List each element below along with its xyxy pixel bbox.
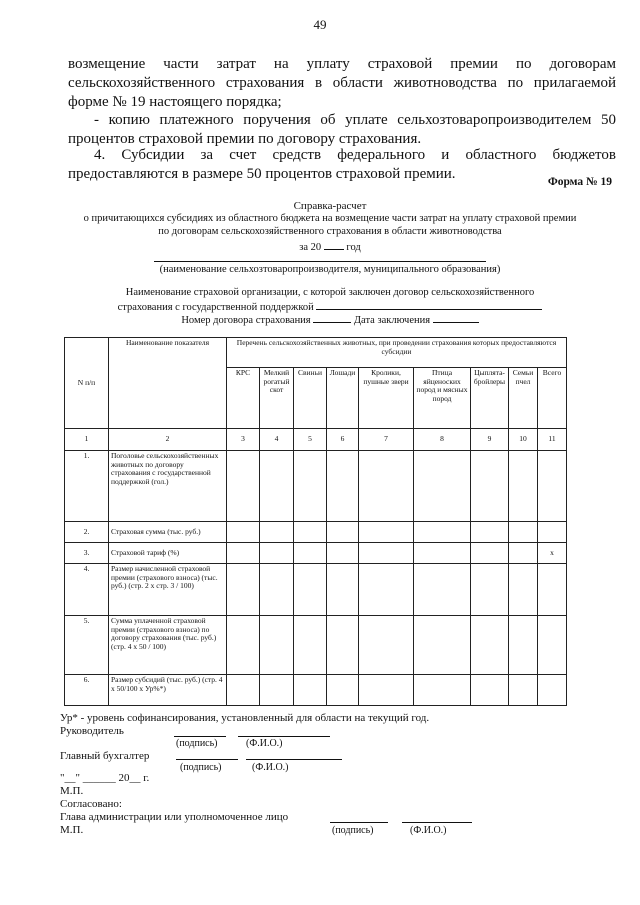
head-name-line[interactable]	[238, 736, 330, 737]
data-cell[interactable]	[227, 564, 260, 616]
col-number: 1	[65, 429, 109, 451]
data-cell[interactable]	[509, 564, 538, 616]
data-cell[interactable]	[294, 616, 327, 675]
header-animal: Птица яйценоских пород и мясных пород	[414, 368, 471, 429]
year-blank[interactable]	[324, 239, 344, 250]
paragraph-subsidies	[68, 146, 616, 184]
col-number: 4	[260, 429, 294, 451]
text-line: возмещение части затрат на уплату страховой премии по договорам	[68, 56, 616, 72]
col-number: 6	[327, 429, 359, 451]
row-number: 3.	[65, 543, 109, 564]
text-line: процентов страховой премии по договору страхования.	[68, 131, 422, 147]
seal-label-2: М.П.	[60, 824, 84, 836]
insurer-name-field[interactable]	[316, 299, 542, 310]
accountant-signature-line[interactable]	[176, 759, 238, 760]
header-animal: Семьи пчел	[509, 368, 538, 429]
row-number: 1.	[65, 451, 109, 522]
date-line[interactable]: "__" ______ 20__ г.	[60, 772, 150, 784]
data-cell[interactable]	[414, 451, 471, 522]
data-cell[interactable]	[471, 522, 509, 543]
data-cell[interactable]	[471, 543, 509, 564]
data-cell[interactable]	[414, 675, 471, 706]
row-indicator: Страховой тариф (%)	[109, 543, 227, 564]
data-cell[interactable]	[327, 451, 359, 522]
total-cell[interactable]	[538, 451, 567, 522]
data-cell[interactable]	[414, 522, 471, 543]
producer-caption: (наименование сельхозтоваропроизводителя, муниципального образования)	[159, 264, 501, 275]
data-cell[interactable]	[260, 564, 294, 616]
accountant-signature-caption: (подпись)	[180, 762, 222, 773]
data-cell[interactable]	[260, 522, 294, 543]
insurer-line-1: Наименование страховой организации, с которой заключен договор сельскохозяйственного	[125, 287, 535, 298]
data-cell[interactable]	[359, 543, 414, 564]
head-signature-caption: (подпись)	[176, 738, 218, 749]
col-number: 10	[509, 429, 538, 451]
header-animal-group: Перечень сельскохозяйственных животных, при проведении страхования которых предоставляются субсидии	[227, 338, 567, 368]
year-prefix: за 20	[299, 242, 322, 253]
data-cell[interactable]	[227, 675, 260, 706]
data-cell[interactable]	[414, 616, 471, 675]
data-cell[interactable]	[327, 564, 359, 616]
calculation-table	[64, 337, 567, 706]
head-signature-line[interactable]	[174, 736, 226, 737]
data-cell[interactable]	[509, 543, 538, 564]
admin-signature-caption: (подпись)	[332, 825, 374, 836]
paragraph-payment-order	[68, 111, 616, 149]
chief-accountant-label: Главный бухгалтер	[60, 750, 150, 762]
data-cell[interactable]	[509, 675, 538, 706]
table-row	[65, 564, 567, 616]
text-line: форме № 19 настоящего порядка;	[68, 94, 282, 110]
header-animal: Цыплята-бройлеры	[471, 368, 509, 429]
data-cell[interactable]	[471, 616, 509, 675]
year-suffix: год	[346, 242, 361, 253]
title-line-2: по договорам сельскохозяйственного страхования в области животноводства	[158, 226, 502, 237]
row-indicator: Размер начисленной страховой премии (страхового взноса) (тыс. руб.) (стр. 2 x стр. 3 / 100)	[109, 564, 227, 616]
total-cell[interactable]	[538, 522, 567, 543]
paragraph-reimbursement	[68, 55, 616, 112]
contract-number-label: Номер договора страхования	[181, 315, 311, 326]
text-line: предоставляются в размере 50 процентов страховой премии.	[68, 166, 456, 182]
table-row	[65, 616, 567, 675]
data-cell[interactable]	[359, 616, 414, 675]
row-number: 4.	[65, 564, 109, 616]
col-number: 2	[109, 429, 227, 451]
data-cell[interactable]	[227, 451, 260, 522]
data-cell[interactable]	[294, 675, 327, 706]
data-cell[interactable]	[327, 522, 359, 543]
data-cell[interactable]	[359, 564, 414, 616]
col-number: 9	[471, 429, 509, 451]
data-cell[interactable]	[359, 451, 414, 522]
data-cell[interactable]	[414, 543, 471, 564]
title-line-1: о причитающихся субсидиях из областного бюджета на возмещение части затрат на уплату страховой премии	[83, 213, 577, 224]
insurer-label: страхования с государственной поддержкой	[117, 302, 314, 313]
admin-name-line[interactable]	[402, 822, 472, 823]
header-animal: Мелкий рогатый скот	[260, 368, 294, 429]
head-name-caption: (Ф.И.О.)	[246, 738, 283, 749]
data-cell[interactable]	[260, 543, 294, 564]
admin-name-caption: (Ф.И.О.)	[410, 825, 447, 836]
data-cell[interactable]	[327, 616, 359, 675]
footnote: Ур* - уровень софинансирования, установленный для области на текущий год.	[60, 712, 430, 724]
data-cell[interactable]	[227, 543, 260, 564]
admin-signature-line[interactable]	[330, 822, 388, 823]
data-cell[interactable]	[471, 675, 509, 706]
data-cell[interactable]	[294, 564, 327, 616]
header-animal: Кролики, пушные звери	[359, 368, 414, 429]
data-cell[interactable]	[327, 543, 359, 564]
table-row	[65, 522, 567, 543]
admin-head-label: Глава администрации или уполномоченное лицо	[60, 811, 289, 823]
contract-line	[60, 312, 600, 327]
data-cell[interactable]	[327, 675, 359, 706]
contract-date-label: Дата заключения	[353, 315, 431, 326]
header-animal: КРС	[227, 368, 260, 429]
header-animal: Свиньи	[294, 368, 327, 429]
row-number: 2.	[65, 522, 109, 543]
col-number: 7	[359, 429, 414, 451]
header-row-group	[65, 338, 567, 368]
header-animal: Всего	[538, 368, 567, 429]
col-number: 3	[227, 429, 260, 451]
data-cell[interactable]	[260, 616, 294, 675]
text-line: сельскохозяйственного страхования в области животноводства по прилагаемой	[68, 75, 616, 91]
producer-name-line[interactable]	[154, 261, 486, 262]
text-line: - копию платежного поручения об уплате сельхозтоваропроизводителем 50	[94, 112, 616, 128]
table-row	[65, 451, 567, 522]
table-row	[65, 675, 567, 706]
col-number: 11	[538, 429, 567, 451]
data-cell[interactable]	[294, 522, 327, 543]
data-cell[interactable]	[509, 451, 538, 522]
data-cell[interactable]	[414, 564, 471, 616]
accountant-name-line[interactable]	[246, 759, 342, 760]
row-number: 6.	[65, 675, 109, 706]
accountant-name-caption: (Ф.И.О.)	[252, 762, 289, 773]
data-cell[interactable]	[359, 675, 414, 706]
column-number-row	[65, 429, 567, 451]
row-indicator: Страховая сумма (тыс. руб.)	[109, 522, 227, 543]
data-cell[interactable]	[359, 522, 414, 543]
row-indicator: Сумма уплаченной страховой премии (страхового взноса) по договору страхования (тыс. руб.) (стр. 4 x 50 / 100)	[109, 616, 227, 675]
header-animal: Лошади	[327, 368, 359, 429]
col-number: 8	[414, 429, 471, 451]
head-label: Руководитель	[60, 725, 124, 737]
data-cell[interactable]	[294, 543, 327, 564]
data-cell[interactable]	[260, 451, 294, 522]
data-cell[interactable]	[294, 451, 327, 522]
page-number: 49	[313, 17, 327, 32]
agreed-label: Согласовано:	[60, 798, 122, 810]
col-number: 5	[294, 429, 327, 451]
header-num: N п/п	[65, 338, 109, 429]
total-cell[interactable]	[538, 616, 567, 675]
data-cell[interactable]	[509, 522, 538, 543]
title-year	[60, 239, 600, 254]
data-cell[interactable]	[509, 616, 538, 675]
total-cell[interactable]	[538, 675, 567, 706]
data-cell[interactable]	[227, 616, 260, 675]
table-row	[65, 543, 567, 564]
header-indicator: Наименование показателя	[109, 338, 227, 429]
seal-label: М.П.	[60, 785, 84, 797]
contract-date-field[interactable]	[433, 312, 479, 323]
data-cell[interactable]	[471, 564, 509, 616]
contract-number-field[interactable]	[313, 312, 351, 323]
document-title: Справка-расчет	[293, 200, 367, 212]
row-number: 5.	[65, 616, 109, 675]
total-cell[interactable]	[538, 564, 567, 616]
row-indicator: Размер субсидий (тыс. руб.) (стр. 4 x 50/100 x Ур%*)	[109, 675, 227, 706]
row-indicator: Поголовье сельскохозяйственных животных по договору страхования с государственной поддержкой (гол.)	[109, 451, 227, 522]
total-cell[interactable]: x	[538, 543, 567, 564]
text-line: 4. Субсидии за счет средств федерального и областного бюджетов	[94, 147, 616, 163]
form-label: Форма № 19	[547, 176, 612, 188]
data-cell[interactable]	[227, 522, 260, 543]
data-cell[interactable]	[260, 675, 294, 706]
data-cell[interactable]	[471, 451, 509, 522]
